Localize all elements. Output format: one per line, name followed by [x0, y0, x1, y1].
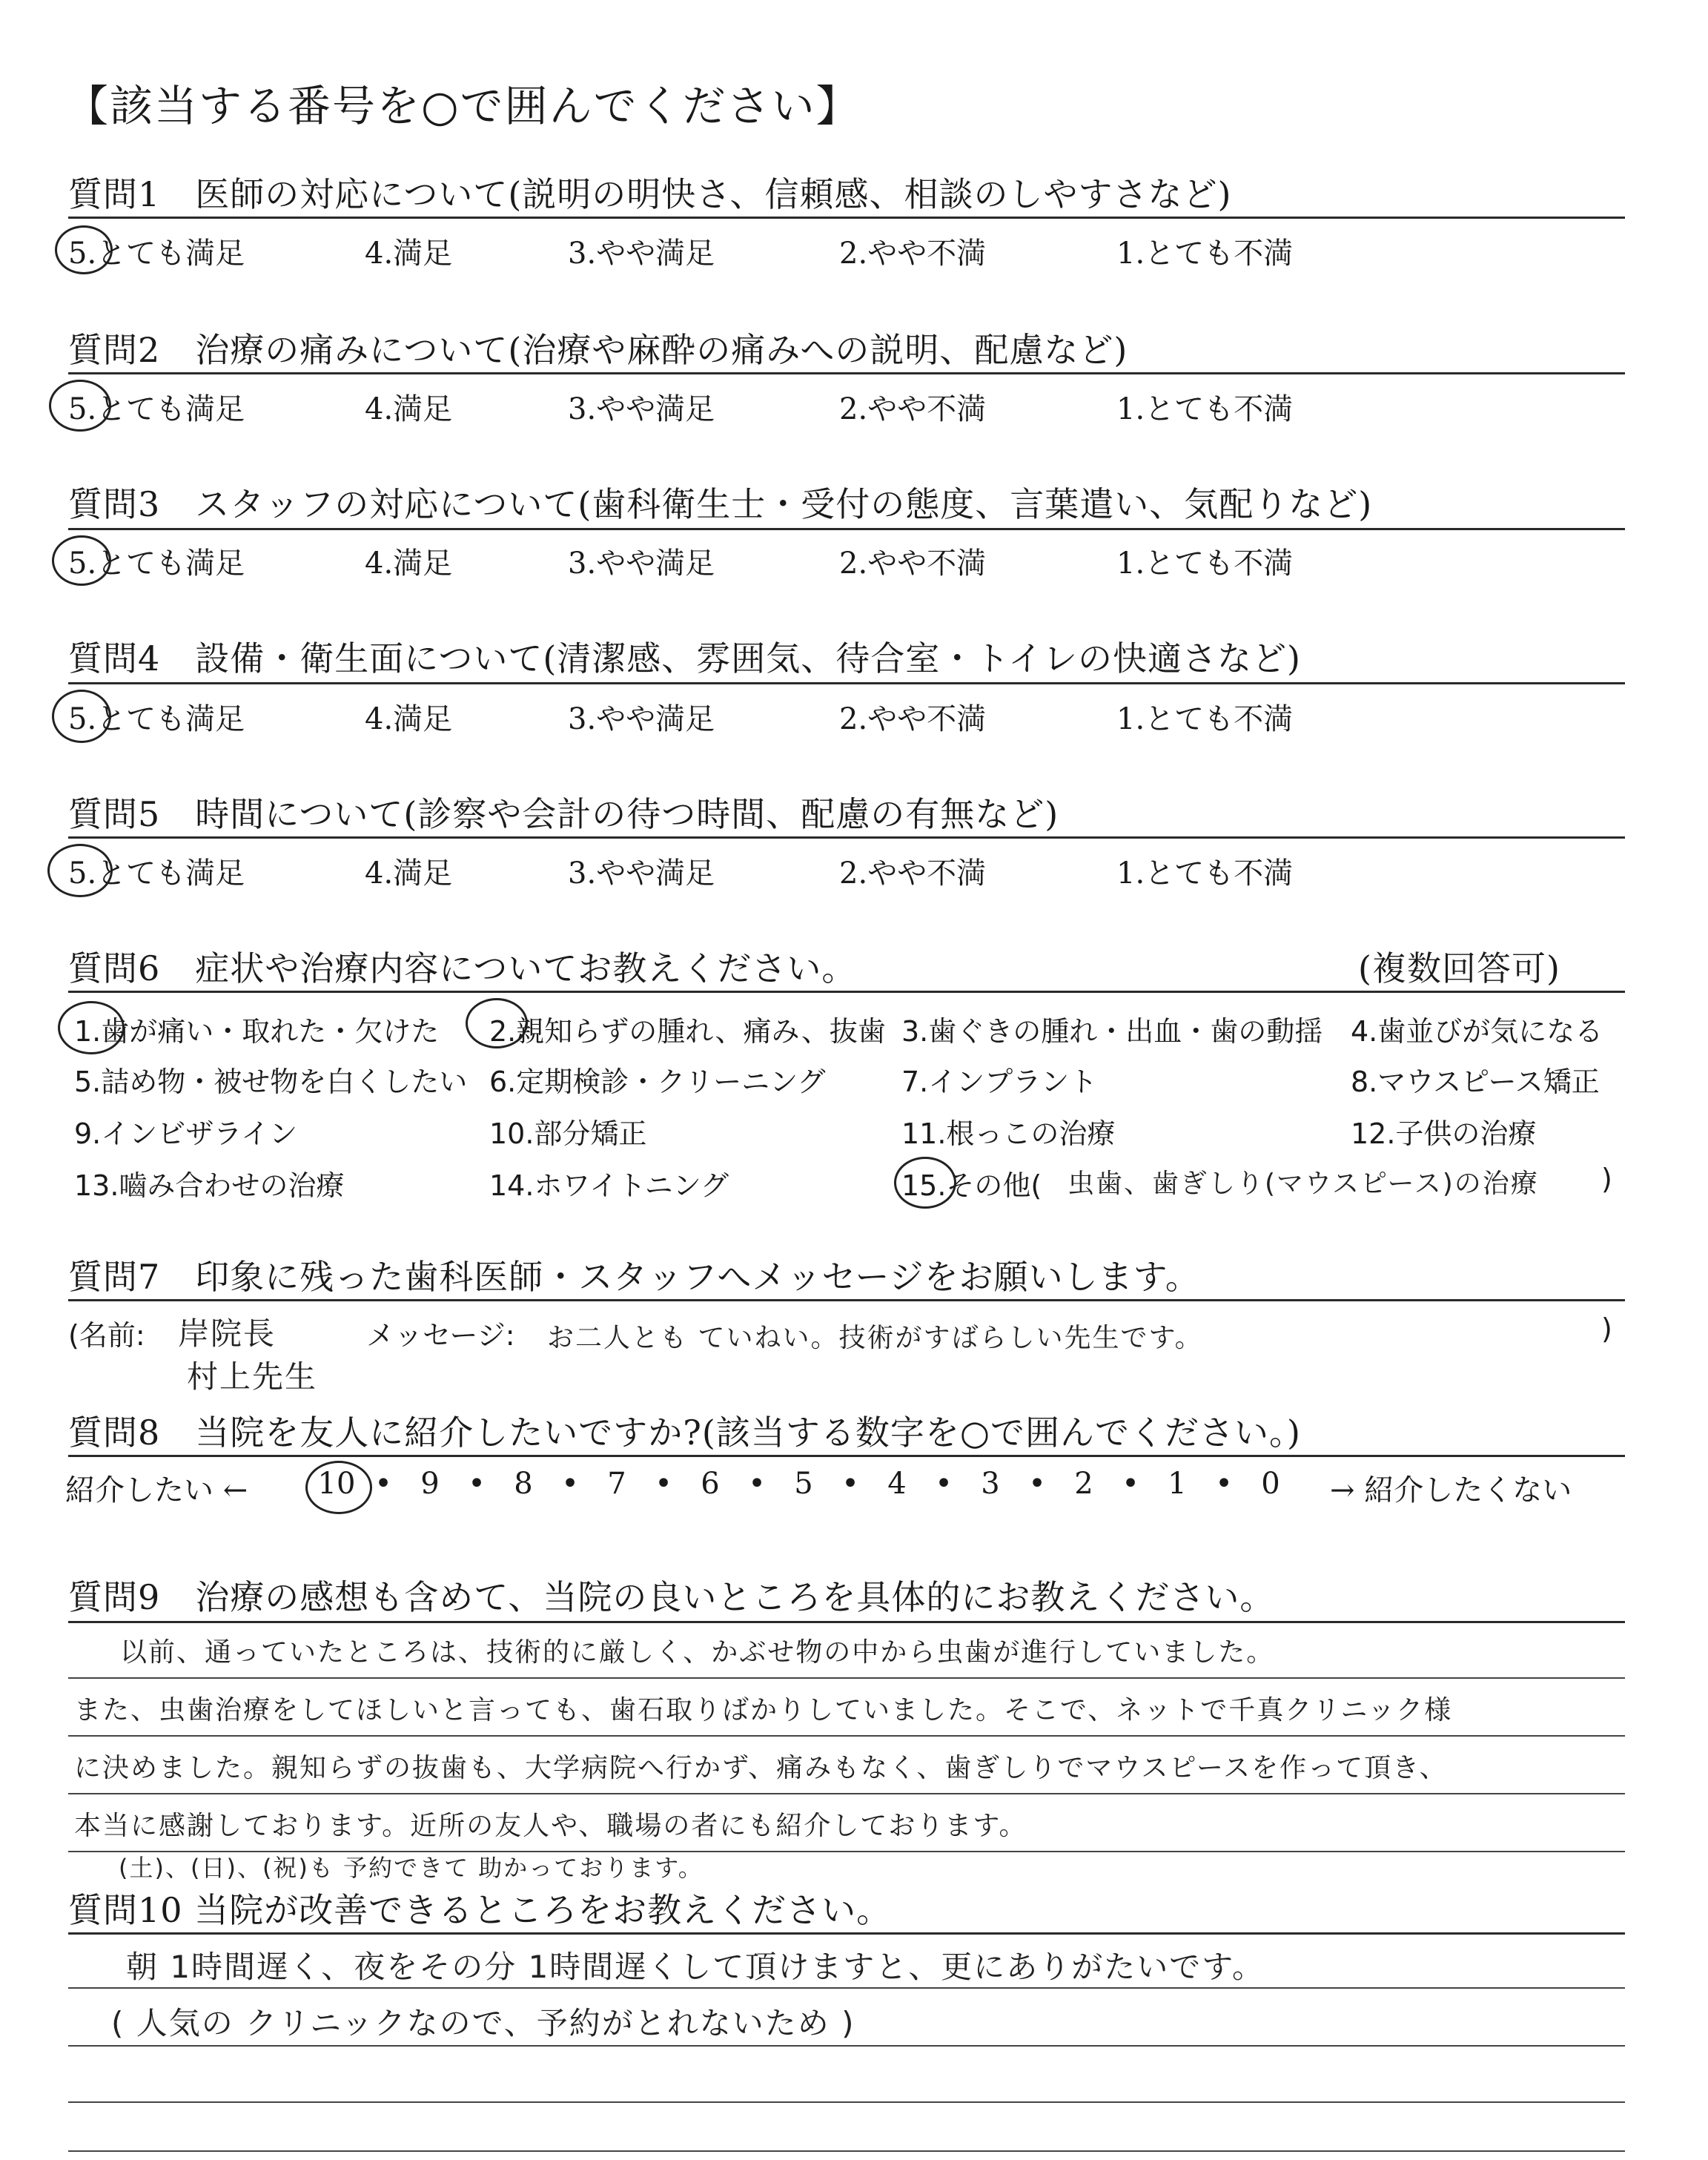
q8-scale-separator: • — [1028, 1467, 1046, 1501]
question-3-rule — [68, 528, 1625, 530]
q3-option-5[interactable]: 5.とても満足 — [68, 546, 245, 581]
q3-option-3[interactable]: 3.やや満足 — [568, 546, 715, 581]
q1-option-3[interactable]: 3.やや満足 — [568, 237, 715, 271]
question-8-label: 質問8 当院を友人に紹介したいですか?(該当する数字を○で囲んでください。) — [68, 1413, 1301, 1453]
q6-other-text: 虫歯、歯ぎしり(マウスピース)の治療 — [1068, 1169, 1539, 1199]
q10-line-rule-2 — [68, 2045, 1625, 2047]
q1-option-1[interactable]: 1.とても不満 — [1116, 237, 1294, 271]
q8-left-label: 紹介したい ← — [65, 1473, 248, 1507]
q2-option-2[interactable]: 2.やや不満 — [839, 392, 987, 426]
q4-option-4[interactable]: 4.満足 — [365, 702, 453, 736]
q6-option-6[interactable]: 6.定期検診・クリーニング — [489, 1066, 826, 1098]
q8-scale-separator: • — [935, 1467, 953, 1501]
question-1-label: 質問1 医師の対応について(説明の明快さ、信頼感、相談のしやすさなど) — [68, 174, 1232, 214]
q8-right-label: → 紹介したくない — [1330, 1473, 1572, 1507]
q6-option-13[interactable]: 13.嚙み合わせの治療 — [74, 1169, 345, 1202]
q6-option-10[interactable]: 10.部分矯正 — [489, 1117, 647, 1150]
q8-scale-separator: • — [561, 1467, 579, 1501]
q9-answer-line-1: 以前、通っていたところは、技術的に厳しく、かぶせ物の中から虫歯が進行していました。 — [120, 1637, 1275, 1668]
question-9-rule — [68, 1621, 1625, 1623]
q10-answer-line-1: 朝 1時間遅く、夜をその分 1時間遅くして頂けますと、更にありがたいです。 — [126, 1949, 1265, 1985]
q8-scale-separator: • — [468, 1467, 486, 1501]
q4-option-3[interactable]: 3.やや満足 — [568, 702, 715, 736]
question-8-rule — [68, 1455, 1625, 1457]
q6-option-9[interactable]: 9.インビザライン — [74, 1117, 298, 1150]
q4-option-2[interactable]: 2.やや不満 — [839, 702, 987, 736]
q6-option-1[interactable]: 1.歯が痛い・取れた・欠けた — [74, 1015, 440, 1048]
q9-answer-line-3: に決めました。親知らずの抜歯も、大学病院へ行かず、痛みもなく、歯ぎしりでマウスピースを作って頂き、 — [74, 1753, 1448, 1783]
q7-message-text: お二人とも ていねい。技術がすばらしい先生です。 — [547, 1323, 1203, 1353]
question-3-label: 質問3 スタッフの対応について(歯科衛生士・受付の態度、言葉遣い、気配りなど) — [68, 484, 1373, 524]
q5-option-2[interactable]: 2.やや不満 — [839, 856, 987, 891]
page-title: 【該当する番号を○で囲んでください】 — [65, 81, 861, 131]
q1-option-5[interactable]: 5.とても満足 — [68, 237, 245, 271]
q10-line-rule-1 — [68, 1987, 1625, 1989]
q9-line-rule-1 — [68, 1677, 1625, 1679]
q5-option-1[interactable]: 1.とても不満 — [1116, 856, 1294, 891]
q6-option-15[interactable]: 15.その他( — [901, 1169, 1042, 1202]
question-6-label: 質問6 症状や治療内容についてお教えください。 — [68, 948, 857, 988]
q7-close: ) — [1601, 1312, 1612, 1345]
q2-option-5[interactable]: 5.とても満足 — [68, 392, 245, 426]
question-4-label: 質問4 設備・衛生面について(清潔感、雰囲気、待合室・トイレの快適さなど) — [68, 638, 1301, 678]
q3-option-1[interactable]: 1.とても不満 — [1116, 546, 1294, 581]
question-2-rule — [68, 372, 1625, 374]
q6-option-4[interactable]: 4.歯並びが気になる — [1351, 1015, 1603, 1048]
q7-name-line-2: 村上先生 — [187, 1358, 318, 1395]
q8-scale-5[interactable]: 5 — [794, 1467, 813, 1501]
q6-option-12[interactable]: 12.子供の治療 — [1351, 1117, 1537, 1150]
q6-other-close: ) — [1601, 1163, 1612, 1195]
q2-option-4[interactable]: 4.満足 — [365, 392, 453, 426]
q7-name-label: (名前: — [68, 1319, 145, 1352]
q8-scale-separator: • — [1215, 1467, 1233, 1501]
q3-option-2[interactable]: 2.やや不満 — [839, 546, 987, 581]
q7-message-label: メッセージ: — [366, 1319, 515, 1352]
q8-scale-separator: • — [374, 1467, 392, 1501]
q9-answer-line-2: また、虫歯治療をしてほしいと言っても、歯石取りばかりしていました。そこで、ネットで千真クリニック様 — [74, 1695, 1453, 1725]
q8-scale-4[interactable]: 4 — [887, 1467, 907, 1501]
question-2-label: 質問2 治療の痛みについて(治療や麻酔の痛みへの説明、配慮など) — [68, 330, 1128, 370]
q3-option-4[interactable]: 4.満足 — [365, 546, 453, 581]
q8-scale-3[interactable]: 3 — [981, 1467, 1000, 1501]
q6-option-5[interactable]: 5.詰め物・被せ物を白くしたい — [74, 1066, 468, 1098]
q6-option-8[interactable]: 8.マウスピース矯正 — [1351, 1066, 1600, 1098]
question-5-label: 質問5 時間について(診察や会計の待つ時間、配慮の有無など) — [68, 794, 1059, 834]
q5-option-3[interactable]: 3.やや満足 — [568, 856, 715, 891]
q8-scale-separator: • — [748, 1467, 766, 1501]
question-6-note: (複数回答可) — [1358, 948, 1560, 988]
q5-option-5[interactable]: 5.とても満足 — [68, 856, 245, 891]
question-7-rule — [68, 1299, 1625, 1301]
q2-option-3[interactable]: 3.やや満足 — [568, 392, 715, 426]
q6-option-3[interactable]: 3.歯ぐきの腫れ・出血・歯の動揺 — [901, 1015, 1323, 1048]
question-10-rule — [68, 1932, 1625, 1935]
q8-scale-10[interactable]: 10 — [317, 1467, 356, 1501]
q1-option-4[interactable]: 4.満足 — [365, 237, 453, 271]
q8-scale-2[interactable]: 2 — [1074, 1467, 1093, 1501]
q6-option-7[interactable]: 7.インプラント — [901, 1066, 1098, 1098]
q9-line-rule-3 — [68, 1793, 1625, 1794]
question-10-label: 質問10 当院が改善できるところをお教えください。 — [68, 1890, 892, 1930]
question-7-label: 質問7 印象に残った歯科医師・スタッフへメッセージをお願いします。 — [68, 1257, 1200, 1297]
question-4-rule — [68, 682, 1625, 684]
q5-option-4[interactable]: 4.満足 — [365, 856, 453, 891]
q10-line-rule-3 — [68, 2101, 1625, 2103]
question-5-rule — [68, 836, 1625, 839]
q10-line-rule-4 — [68, 2150, 1625, 2152]
q8-scale-separator: • — [841, 1467, 859, 1501]
q8-scale-6[interactable]: 6 — [701, 1467, 720, 1501]
q7-name-line-1: 岸院長 — [178, 1315, 277, 1352]
question-1-rule — [68, 217, 1625, 219]
q8-scale-0[interactable]: 0 — [1261, 1467, 1280, 1501]
q9-answer-line-5: (土)、(日)、(祝)も 予約できて 助かっております。 — [119, 1854, 704, 1882]
q1-option-2[interactable]: 2.やや不満 — [839, 237, 987, 271]
q8-scale-1[interactable]: 1 — [1168, 1467, 1187, 1501]
q4-option-1[interactable]: 1.とても不満 — [1116, 702, 1294, 736]
q6-option-14[interactable]: 14.ホワイトニング — [489, 1169, 729, 1202]
q8-scale-7[interactable]: 7 — [607, 1467, 626, 1501]
question-6-rule — [68, 991, 1625, 993]
q8-scale-separator: • — [655, 1467, 672, 1501]
q8-scale-separator: • — [1122, 1467, 1139, 1501]
q6-option-2[interactable]: 2.親知らずの腫れ、痛み、抜歯 — [489, 1015, 886, 1048]
question-9-label: 質問9 治療の感想も含めて、当院の良いところを具体的にお教えください。 — [68, 1577, 1275, 1617]
q8-scale-8[interactable]: 8 — [514, 1467, 533, 1501]
q10-answer-line-2: ( 人気の クリニックなので、予約がとれないため ) — [111, 2005, 855, 2041]
q2-option-1[interactable]: 1.とても不満 — [1116, 392, 1294, 426]
q9-answer-line-4: 本当に感謝しております。近所の友人や、職場の者にも紹介しております。 — [74, 1811, 1027, 1841]
q8-scale-9[interactable]: 9 — [420, 1467, 440, 1501]
q4-option-5[interactable]: 5.とても満足 — [68, 702, 245, 736]
q9-line-rule-2 — [68, 1735, 1625, 1737]
q6-option-11[interactable]: 11.根っこの治療 — [901, 1117, 1116, 1150]
